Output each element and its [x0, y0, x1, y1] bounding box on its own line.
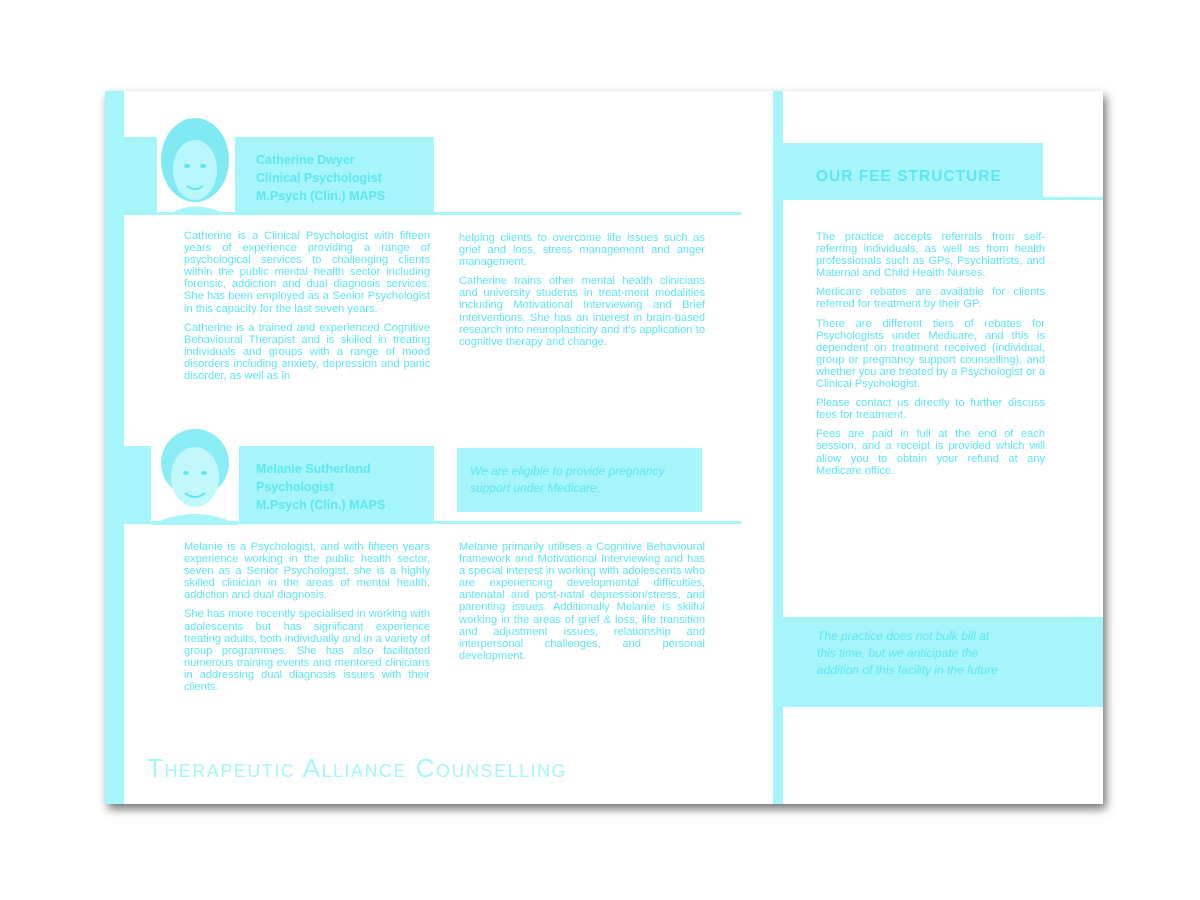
melanie-bio-col2	[459, 541, 705, 669]
medicare-callout-text: We are eligible to provide pregnancy support under Medicare.	[470, 464, 665, 495]
fee-paragraph: Fees are paid in full at the end of each session, and a receipt is provided which will allow you to obtain your refund at any Medicare office.	[816, 428, 1045, 477]
catherine-role: Clinical Psychologist	[256, 171, 382, 185]
portrait-photo-icon	[151, 425, 239, 525]
catherine-name: Catherine Dwyer	[256, 153, 355, 167]
melanie-bio-col1	[184, 541, 430, 700]
catherine-bio-paragraph: Catherine is a trained and experienced Cognitive Behavioural Therapist and is skilled in treating individuals and groups with a range of mood disorders including anxiety, depression and panic disorder, as well as in	[184, 321, 430, 383]
fee-paragraph: Please contact us directly to further discuss fees for treatment.	[816, 397, 1045, 422]
melanie-bio-paragraph: Melanie is a Psychologist, and with fifteen years experience working in the public health sector, seven as a Senior Psychologist, she is a highly skilled clinician in the areas of mental health, addiction and dual diagnosis.	[184, 541, 430, 602]
melanie-qualifications: M.Psych (Clin.) MAPS	[256, 498, 386, 512]
melanie-divider	[124, 521, 741, 524]
fee-paragraph: There are different tiers of rebates for Psychologists under Medicare, and this is dependent on treatment received (individual, group or pregnancy support counselling), and whether you are treated by a Psychologist or a Clinical Psychologist.	[816, 317, 1045, 391]
catherine-divider	[124, 212, 741, 215]
melanie-header-text	[256, 460, 385, 514]
fee-title-divider	[783, 197, 1103, 200]
catherine-bio-col1	[184, 230, 430, 389]
portrait-photo-icon	[157, 118, 235, 215]
center-fold-bar	[773, 91, 783, 804]
brochure-sheet	[105, 91, 1103, 804]
melanie-name: Melanie Sutherland	[256, 462, 371, 476]
practice-name-footer: Therapeutic Alliance Counselling	[147, 753, 568, 783]
catherine-qualifications: M.Psych (Clin.) MAPS	[256, 189, 386, 203]
fee-structure-title: OUR FEE STRUCTURE	[816, 168, 1002, 185]
catherine-bio-col2	[459, 232, 705, 355]
catherine-bio-paragraph: Catherine trains other mental health clinicians and university students in treat-ment modalities including Motivational Interviewing and Brief Interventions. She has an interest in brain-based research into neuroplasticity and it’s application to cognitive therapy and change.	[459, 275, 705, 348]
catherine-header-text	[256, 151, 385, 205]
fee-paragraph: Medicare rebates are available for clients referred for treatment by their GP.	[816, 286, 1045, 311]
bulk-bill-callout-text: The practice does not bulk bill at this time, but we anticipate the addition of this facility in the future	[817, 629, 998, 677]
catherine-bio-paragraph: helping clients to overcome life issues such as grief and loss, stress management and anger management.	[459, 232, 705, 269]
melanie-portrait	[151, 425, 239, 525]
fee-structure-body	[816, 231, 1045, 484]
fee-paragraph: The practice accepts referrals from self-referring individuals, as well as from health professionals such as GPs, Psychiatrists, and Maternal and Child Health Nurses.	[816, 231, 1045, 280]
melanie-bio-paragraph: Melanie primarily utilises a Cognitive Behavioural framework and Motivational Interviewing and has a special interest in working with adolescents who are experiencing developmental difficulties, antenatal and post-natal depression/stress, and parenting issues. Additionally Melanie is skilful working in the areas of grief & loss, life transition and adjustment issues, relationship and interpersonal challenges, and personal development.	[459, 541, 705, 662]
catherine-bio-paragraph: Catherine is a Clinical Psychologist with fifteen years of experience providing a range of psychological services to challenging clients within the public mental health sector including forensic, addiction and dual diagnosis services. She has been employed as a Senior Psychologist in this capacity for the last seven years.	[184, 230, 430, 315]
melanie-role: Psychologist	[256, 480, 334, 494]
catherine-portrait	[157, 118, 235, 215]
left-edge-bar	[105, 91, 124, 804]
melanie-bio-paragraph: She has more recently specialised in working with adolescents but has significant experience treating adults, both individually and in a variety of group programmes. She has also facilitated numerous training events and mentored clinicians in addressing dual diagnosis issues with their clients.	[184, 608, 430, 694]
